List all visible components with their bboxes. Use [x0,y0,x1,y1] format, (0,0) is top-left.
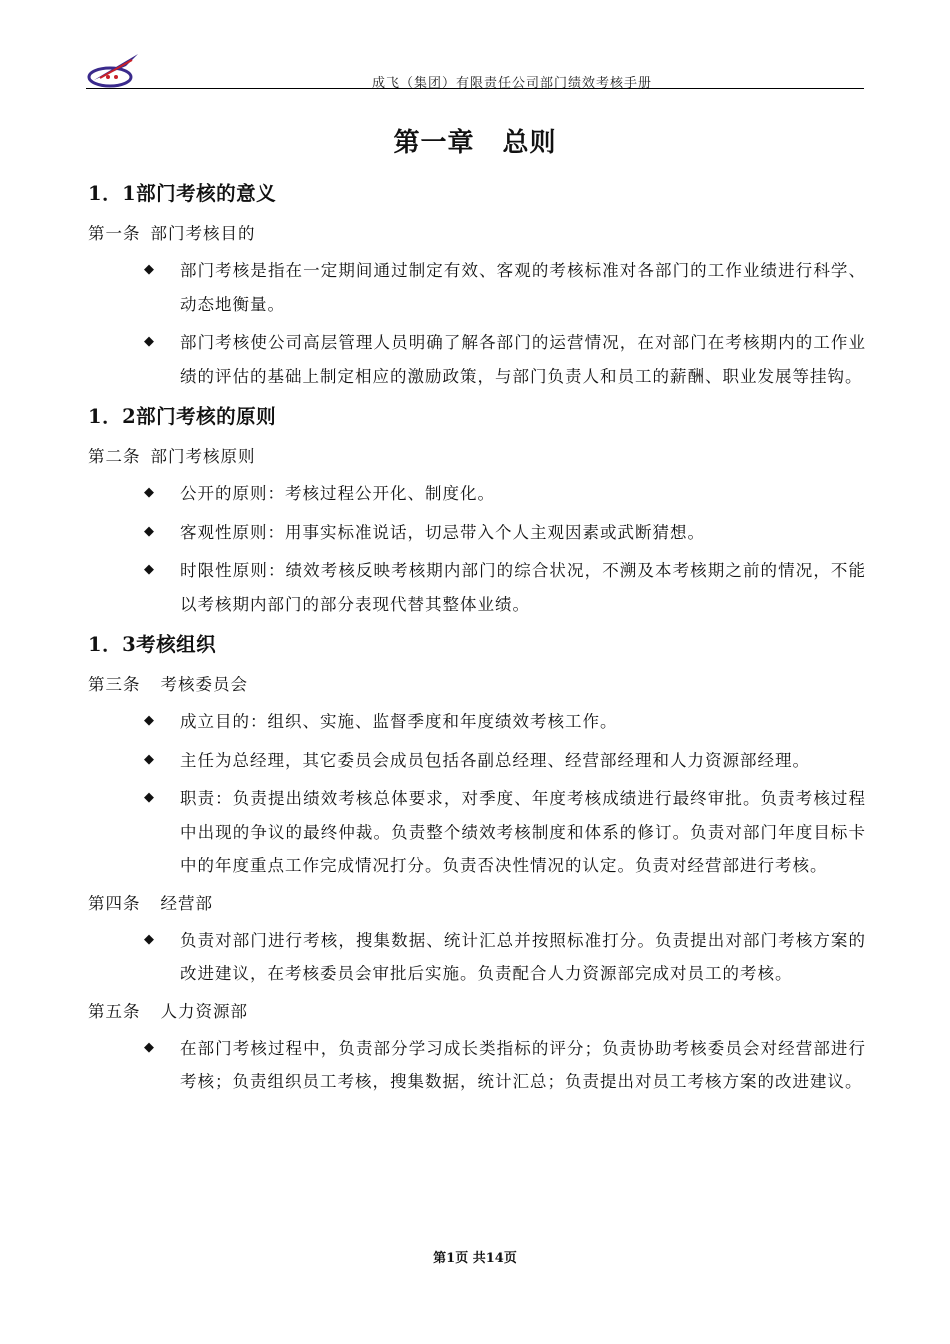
page-number: 第1页 共14页 [433,1251,517,1266]
document-body [88,170,866,1104]
diamond-bullet-icon: ◆ [144,713,155,728]
article-heading [88,888,866,920]
list-item: ◆ 在部门考核过程中，负责部分学习成长类指标的评分；负责协助考核委员会对经营部进行考核；负责组织员工考核，搜集数据，统计汇总；负责提出对员工考核方案的改进建议。 [144,1038,866,1091]
section-title: 1．3考核组织 [88,633,217,656]
list-item: ◆ 公开的原则：考核过程公开化、制度化。 [144,484,495,503]
list-item: ◆ 职责：负责提出绩效考核总体要求，对季度、年度考核成绩进行最终审批。负责考核过程中出现的争议的最终仲裁。负责整个绩效考核制度和体系的修订。负责对部门年度目标卡中的年度重点工作完成情况打分。负责否决性情况的认定。负责对经营部进行考核。 [144,789,866,875]
section-title: 1．1部门考核的意义 [88,182,277,205]
diamond-bullet-icon: ◆ [144,485,155,500]
article-name: 经营部 [160,893,213,913]
article-heading [88,218,866,250]
diamond-bullet-icon: ◆ [144,334,155,349]
chapter-name: 总则 [502,128,557,158]
article-heading [88,669,866,701]
article-heading [88,441,866,473]
article-heading [88,996,866,1028]
list-item: ◆ 成立目的：组织、实施、监督季度和年度绩效考核工作。 [144,712,618,731]
list-item: ◆ 负责对部门进行考核，搜集数据、统计汇总并按照标准打分。负责提出对部门考核方案的改进建议，在考核委员会审批后实施。负责配合人力资源部完成对员工的考核。 [144,930,866,983]
diamond-bullet-icon: ◆ [144,562,155,577]
article-name: 人力资源部 [160,1001,248,1021]
list-item: ◆ 部门考核使公司高层管理人员明确了解各部门的运营情况，在对部门在考核期内的工作业绩的评估的基础上制定相应的激励政策，与部门负责人和员工的薪酬、职业发展等挂钩。 [144,333,866,386]
article-label: 第三条 [88,675,141,694]
bullet-list [88,924,866,991]
article-name: 部门考核目的 [150,224,256,243]
list-item: ◆ 主任为总经理，其它委员会成员包括各副总经理、经营部经理和人力资源部经理。 [144,750,810,770]
list-item: ◆ 部门考核是指在一定期间通过制定有效、客观的考核标准对各部门的工作业绩进行科学、动态地衡量。 [144,261,866,314]
diamond-bullet-icon: ◆ [144,1039,155,1055]
bullet-list [88,705,866,883]
article-label: 第五条 [88,1001,141,1021]
aircraft-logo-icon [86,50,146,90]
bullet-list [88,477,866,621]
diamond-bullet-icon: ◆ [144,790,155,805]
list-item: ◆ 时限性原则：绩效考核反映考核期内部门的综合状况，不溯及本考核期之前的情况，不能以考核期内部门的部分表现代替其整体业绩。 [144,561,866,614]
diamond-bullet-icon: ◆ [144,751,155,767]
article-label: 第四条 [88,893,141,913]
chapter-title [0,122,950,159]
article-name: 部门考核原则 [150,447,256,466]
bullet-list [88,1032,866,1099]
section-title: 1．2部门考核的原则 [88,405,277,428]
article-label: 第二条 [88,447,141,466]
header-title: 成飞（集团）有限责任公司部门绩效考核手册 [371,76,652,91]
header-divider [86,88,864,89]
article-label: 第一条 [88,224,141,243]
diamond-bullet-icon: ◆ [144,262,155,277]
page-header [86,50,864,90]
diamond-bullet-icon: ◆ [144,523,155,539]
diamond-bullet-icon: ◆ [144,931,155,947]
article-name: 考核委员会 [160,675,248,694]
list-item: ◆ 客观性原则：用事实标准说话，切忌带入个人主观因素或武断猜想。 [144,522,705,542]
bullet-list [88,254,866,393]
chapter-prefix: 第一章 [393,128,475,158]
